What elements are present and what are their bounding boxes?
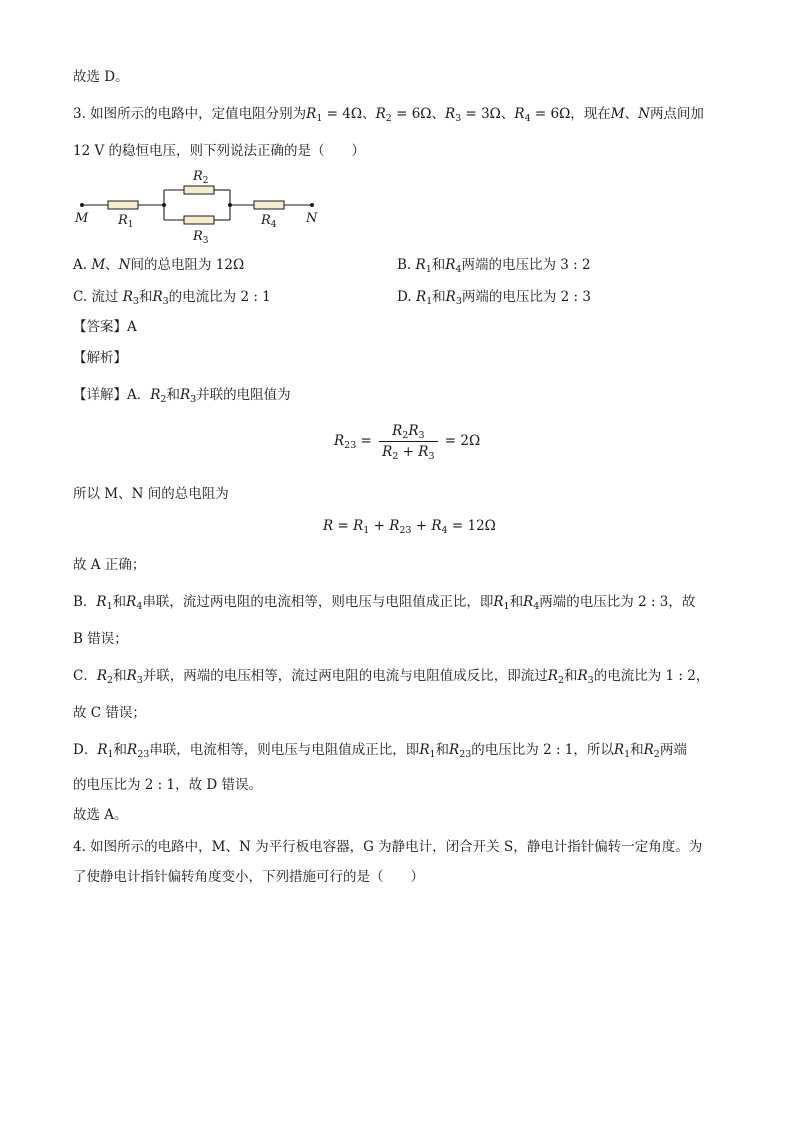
detail-b-line-2: B 错误；	[73, 631, 128, 647]
node-m	[80, 203, 84, 207]
label-r2: $R_2$	[193, 169, 209, 186]
question-4-stem: 4. 如图所示的电路中，M、N 为平行板电容器，G 为静电计，闭合开关 S，静电计指针偏转一定角度。为	[73, 839, 703, 855]
label-n: N	[306, 211, 318, 226]
resistor-r3	[184, 216, 214, 224]
detail-c-line-1: C．$R_2$和$R_3$并联，两端的电压相等，流过两电阻的电流与电阻值成反比，即流过$R_2$和$R_3$的电流比为 1 : 2，	[73, 668, 710, 686]
var-r4: $R_4$	[514, 106, 531, 124]
equation-total-resistance: $R = R_1 + R_{23} + R_4 = 12\Omega$	[323, 518, 496, 536]
label-r1: $R_1$	[118, 213, 134, 230]
detail-final: 故选 A。	[73, 807, 128, 823]
label-m: M	[75, 211, 89, 226]
question-4-stem-line-2: 了使静电计指针偏转角度变小，下列措施可行的是（ ）	[73, 869, 424, 885]
equation-parallel-resistance: $R_{23}$ = $\frac{R_2R_3}{R_2 + R_3}$ = 2Ω	[334, 423, 481, 462]
option-b: B. $R_1$和$R_4$两端的电压比为 3 : 2	[397, 257, 591, 275]
answer-line: 【答案】A	[73, 319, 137, 335]
var-r1: $R_1$	[306, 106, 323, 124]
resistor-r2	[184, 186, 214, 194]
fraction: $\frac{R_2R_3}{R_2 + R_3}$	[379, 422, 437, 461]
detail-sum-text: 所以 M、N 间的总电阻为	[73, 486, 229, 502]
label-r3: $R_3$	[193, 229, 209, 246]
detail-d-line-1: D．$R_1$和$R_{23}$串联，电流相等，则电压与电阻值成正比，即$R_1$和$R_{23}$的电压比为 2 : 1，所以$R_1$和$R_2$两端	[73, 742, 687, 760]
detail-d-line-2: 的电压比为 2 : 1，故 D 错误。	[73, 777, 263, 793]
option-c: C. 流过 $R_3$和$R_3$的电流比为 2 : 1	[73, 289, 271, 307]
option-d: D. $R_1$和$R_3$两端的电压比为 2 : 3	[397, 289, 591, 307]
circuit-diagram	[72, 166, 332, 248]
resistor-r4	[254, 201, 284, 209]
previous-conclusion: 故选 D。	[73, 69, 129, 85]
resistor-r1	[108, 201, 138, 209]
option-a: A. M、N间的总电阻为 12Ω	[73, 257, 245, 273]
node-right-junction	[228, 203, 232, 207]
detail-a-conclusion: 故 A 正确；	[73, 557, 146, 573]
detail-b-line-1: B．$R_1$和$R_4$串联，流过两电阻的电流相等，则电压与电阻值成正比，即$R_1$和$R_4$两端的电压比为 2 : 3，故	[73, 594, 696, 612]
node-n	[310, 203, 314, 207]
label-r4: $R_4$	[261, 213, 277, 230]
detail-c-line-2: 故 C 错误；	[73, 705, 146, 721]
node-left-junction	[162, 203, 166, 207]
question-3-stem: 3. 如图所示的电路中，定值电阻分别为$R_1 = 4\Omega$、$R_2 = 6\Omega$、$R_3 = 3\Omega$、$R_4 = 6\Omega$，现在M、N两点间加	[73, 106, 704, 124]
question-3-stem-line-2: 12 V 的稳恒电压，则下列说法正确的是（ ）	[73, 143, 366, 159]
analysis-label: 【解析】	[73, 350, 127, 366]
detail-a-intro: 【详解】A．$R_2$和$R_3$并联的电阻值为	[73, 387, 291, 405]
var-r3: $R_3$	[444, 106, 462, 124]
var-r2: $R_2$	[375, 106, 392, 124]
